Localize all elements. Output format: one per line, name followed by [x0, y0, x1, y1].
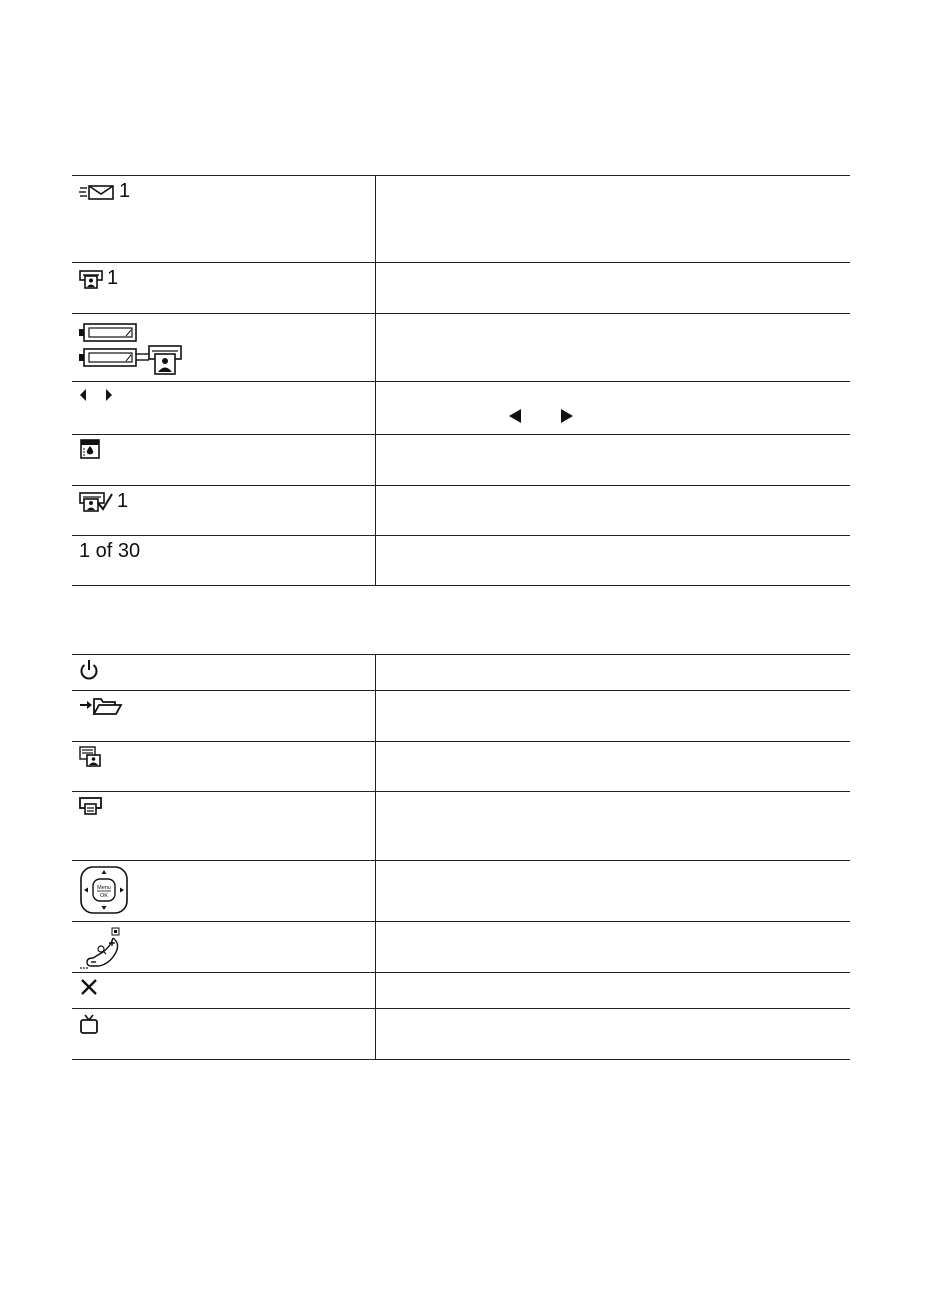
description-cell [376, 435, 851, 486]
buttons-table [72, 654, 850, 1060]
cancel-icon [79, 977, 99, 997]
symbol-cell [72, 1009, 376, 1060]
table-row [72, 861, 850, 922]
symbol-cell [72, 792, 376, 861]
photo-layout-icon [79, 746, 103, 768]
table-row [72, 792, 850, 861]
description-cell [376, 314, 851, 382]
description-cell [376, 922, 851, 973]
zoom-icon [79, 926, 125, 970]
table-row [72, 973, 850, 1009]
table-row [72, 176, 850, 263]
symbol-cell [72, 922, 376, 973]
right-arrow-icon [560, 408, 574, 424]
selected-count: 1 [117, 490, 129, 512]
table-row [72, 655, 850, 691]
description-cell [376, 655, 851, 691]
table-row [72, 435, 850, 486]
ink-cartridge-icon [79, 439, 101, 459]
symbol-cell [72, 973, 376, 1009]
symbol-cell [72, 486, 376, 536]
symbol-cell [72, 742, 376, 792]
symbol-cell [72, 382, 376, 435]
ok-label: OK [100, 893, 108, 899]
symbol-cell [72, 861, 376, 922]
printing-count: 1 [107, 267, 119, 289]
description-cell [376, 1009, 851, 1060]
symbol-cell [72, 655, 376, 691]
table-row [72, 263, 850, 314]
photo-counter: 1 of 30 [79, 540, 141, 562]
save-to-folder-icon [79, 695, 123, 717]
description-cell [376, 973, 851, 1009]
table-row [72, 691, 850, 742]
table-row [72, 922, 850, 973]
table-row [72, 1009, 850, 1060]
symbol-cell [72, 314, 376, 382]
tv-icon [79, 1013, 99, 1035]
battery-level-icon [79, 318, 189, 376]
status-icons-table [72, 175, 850, 586]
power-icon [79, 659, 99, 681]
email-print-icon [79, 182, 115, 202]
symbol-cell [72, 176, 376, 263]
table-row [72, 382, 850, 435]
description-cell [376, 742, 851, 792]
symbol-cell [72, 691, 376, 742]
left-arrow-icon [508, 408, 522, 424]
description-cell [376, 861, 851, 922]
description-cell [376, 176, 851, 263]
print-icon [79, 796, 103, 818]
description-cell [376, 382, 851, 435]
email-count: 1 [119, 180, 131, 202]
symbol-cell [72, 435, 376, 486]
description-cell [376, 792, 851, 861]
symbol-cell [72, 536, 376, 586]
table-row [72, 742, 850, 792]
printing-icon [79, 269, 103, 289]
description-cell [376, 691, 851, 742]
table-row [72, 536, 850, 586]
description-cell [376, 536, 851, 586]
description-cell [376, 263, 851, 314]
table-row [72, 486, 850, 536]
description-cell [376, 486, 851, 536]
photos-selected-icon [79, 491, 113, 513]
scroll-arrows-icon [79, 386, 113, 404]
menu-ok-navigation-icon [79, 865, 129, 915]
table-row [72, 314, 850, 382]
symbol-cell [72, 263, 376, 314]
menu-label: Menu [97, 885, 111, 891]
